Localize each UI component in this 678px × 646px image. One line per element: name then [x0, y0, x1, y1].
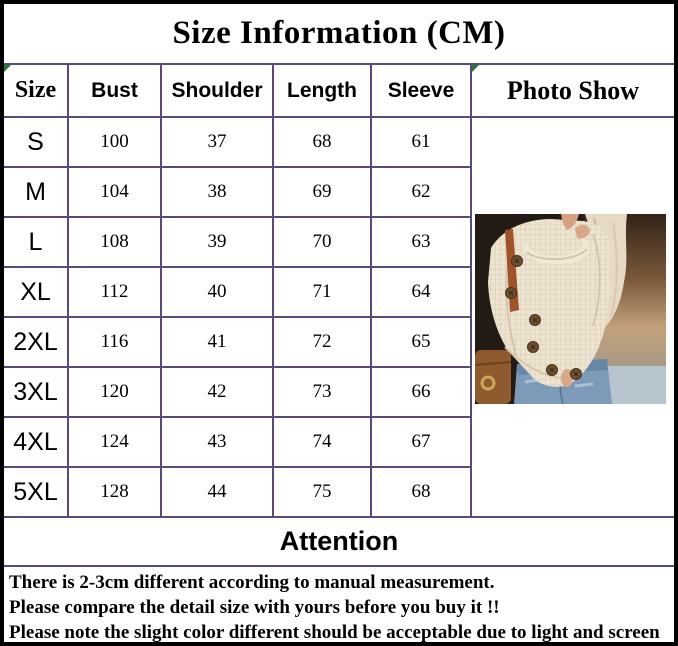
bust-value: 120: [69, 368, 162, 418]
shoulder-value: 44: [162, 468, 274, 518]
green-corner-marker-icon: [472, 65, 479, 72]
bust-value: 104: [69, 168, 162, 218]
attention-note: There is 2-3cm different according to manual measurement.: [9, 572, 495, 593]
attention-note: Please note the slight color different should be acceptable due to light and screen: [9, 622, 660, 643]
shoulder-value: 38: [162, 168, 274, 218]
length-value: 71: [274, 268, 372, 318]
size-label: 4XL: [4, 418, 69, 468]
size-label: L: [4, 218, 69, 268]
column-header-size-label: Size: [14, 77, 57, 103]
photo-show-cell: [472, 118, 674, 518]
size-label: 2XL: [4, 318, 69, 368]
shoulder-value: 41: [162, 318, 274, 368]
length-value: 75: [274, 468, 372, 518]
attention-note: Please compare the detail size with yours before you buy it !!: [9, 597, 500, 618]
column-header-sleeve: Sleeve: [372, 65, 472, 118]
size-label: M: [4, 168, 69, 218]
sleeve-value: 64: [372, 268, 472, 318]
bust-value: 112: [69, 268, 162, 318]
size-label: S: [4, 118, 69, 168]
sleeve-value: 68: [372, 468, 472, 518]
product-photo: [475, 214, 666, 404]
photo-show-label: Photo Show: [506, 75, 640, 105]
shoulder-value: 42: [162, 368, 274, 418]
title-row: [4, 4, 674, 65]
shoulder-value: 39: [162, 218, 274, 268]
bust-value: 100: [69, 118, 162, 168]
sleeve-value: 65: [372, 318, 472, 368]
length-value: 68: [274, 118, 372, 168]
size-label: 5XL: [4, 468, 69, 518]
column-header-bust: Bust: [69, 65, 162, 118]
bust-value: 116: [69, 318, 162, 368]
column-header-size: [4, 65, 69, 118]
column-header-length: Length: [274, 65, 372, 118]
sleeve-value: 62: [372, 168, 472, 218]
bust-value: 124: [69, 418, 162, 468]
shoulder-value: 43: [162, 418, 274, 468]
length-value: 72: [274, 318, 372, 368]
column-header-photo-show: [472, 65, 674, 118]
shoulder-value: 37: [162, 118, 274, 168]
sweater-model-photo: [475, 214, 666, 404]
size-label: 3XL: [4, 368, 69, 418]
length-value: 69: [274, 168, 372, 218]
attention-notes: [4, 567, 674, 645]
length-value: 74: [274, 418, 372, 468]
length-value: 70: [274, 218, 372, 268]
page-title: Size Information (CM): [172, 15, 506, 51]
bust-value: 128: [69, 468, 162, 518]
sleeve-value: 61: [372, 118, 472, 168]
attention-header: Attention: [4, 518, 674, 567]
sleeve-value: 67: [372, 418, 472, 468]
sleeve-value: 63: [372, 218, 472, 268]
green-corner-marker-icon: [4, 65, 11, 72]
shoulder-value: 40: [162, 268, 274, 318]
sleeve-value: 66: [372, 368, 472, 418]
column-header-shoulder: Shoulder: [162, 65, 274, 118]
size-table: [4, 65, 674, 518]
bust-value: 108: [69, 218, 162, 268]
length-value: 73: [274, 368, 372, 418]
size-label: XL: [4, 268, 69, 318]
